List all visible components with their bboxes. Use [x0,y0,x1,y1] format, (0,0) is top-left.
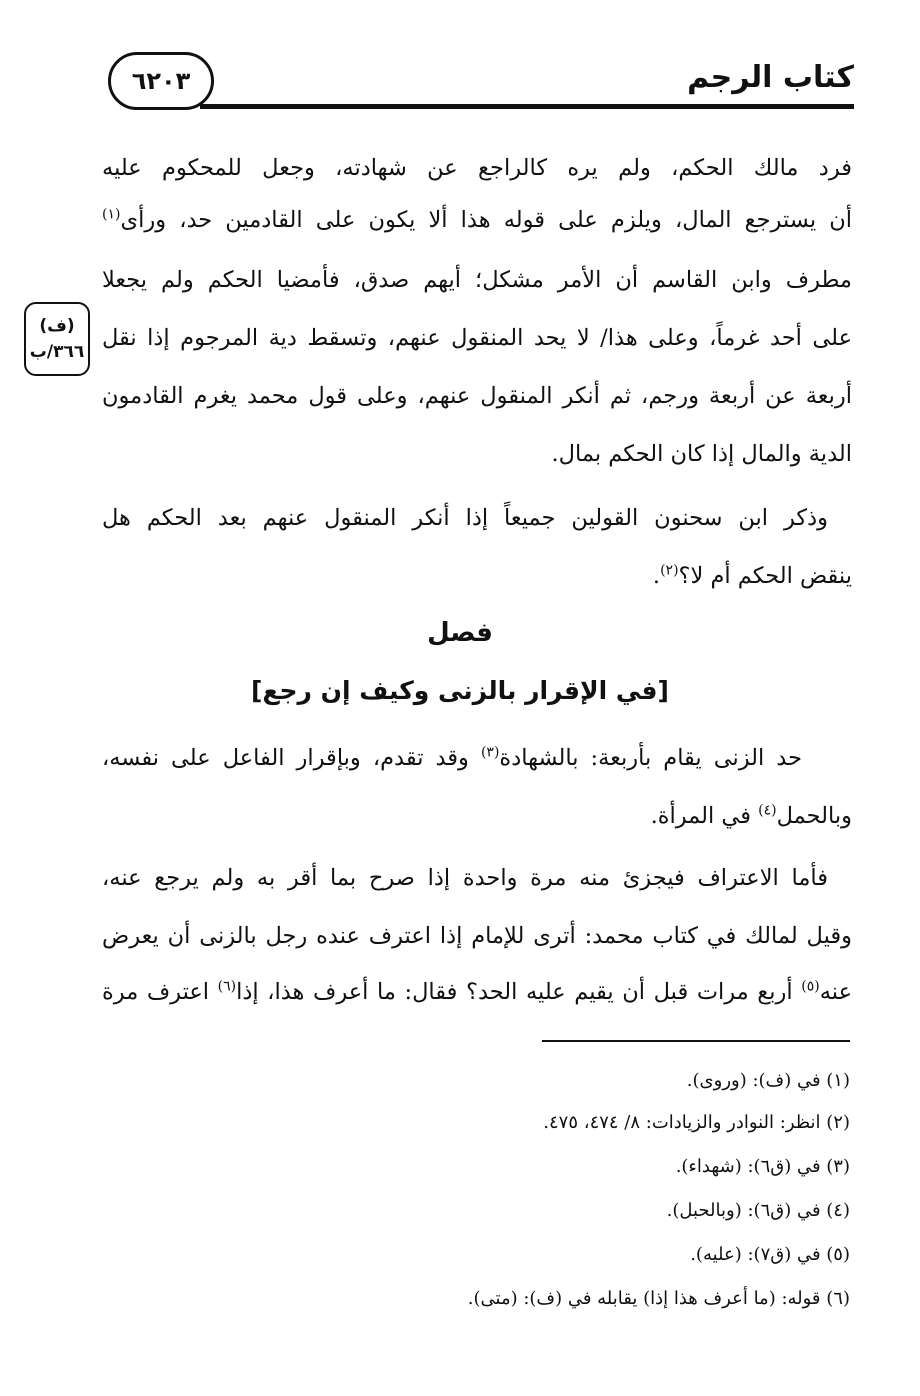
para1-line4: على أحد غرماً، وعلى هذا/ لا يحد المنقول عنهم، وتسقط دية المرجوم إذا نقل [102,325,852,351]
section-subheading: [في الإقرار بالزنى وكيف إن رجع] [251,676,669,705]
header-rule [200,104,854,109]
para1-line3: مطرف وابن القاسم أن الأمر مشكل؛ أيهم صدق، فأمضيا الحكم ولم يجعلا [102,267,852,293]
page-number-badge [108,52,214,110]
footnote-3: (٣) في (ق٦): (شهداء). [675,1156,850,1177]
para1-line6: الدية والمال إذا كان الحكم بمال. [551,441,852,467]
footnote-ref-2: (٢) [660,562,679,579]
para3-line1-rest: وقد تقدم، وبإقرار الفاعل على نفسه، [102,745,481,771]
section-heading: فصل [427,618,493,648]
footnote-2: (٢) انظر: النوادر والزيادات: ٨/ ٤٧٤، ٤٧٥. [543,1112,850,1133]
para3-line2-rest: في المرأة. [650,803,759,829]
para3-line2 [102,796,852,836]
para2-line2-end: . [652,563,661,589]
page-number: ٦٢٠٣ [131,67,191,95]
para4-line1: فأما الاعتراف فيجزئ منه مرة واحدة إذا صرح بما أقر به ولم يرجع عنه، [102,865,828,891]
margin-ref-folio: ٣٦٦/ب [29,342,85,362]
para1-line2-text: أن يسترجع المال، ويلزم على قوله هذا ألا يكون على القادمين حد، ورأى [120,207,852,233]
footnote-ref-5: (٥) [801,978,820,995]
para2-line1: وذكر ابن سحنون القولين جميعاً إذا أنكر المنقول عنهم بعد الحكم هل [102,505,828,531]
manuscript-margin-reference [24,302,90,376]
para1-line1: فرد مالك الحكم، ولم يره كالراجع عن شهادته، وجعل للمحكوم عليه [102,155,852,181]
para4-line3 [102,972,852,1012]
para3-line1 [102,738,802,778]
para4-line3-end: اعترف مرة [102,979,218,1005]
para4-line3-text: عنه [819,979,852,1005]
para2-line2 [102,556,852,596]
footnote-ref-1: (١) [102,206,121,223]
footnote-ref-3: (٣) [480,744,500,761]
para1-line5: أربعة عن أربعة ورجم، ثم أنكر المنقول عنهم، وعلى قول محمد يغرم القادمون [102,383,852,409]
para1-line2 [102,200,852,240]
para2-line2-text: ينقض الحكم أم لا؟ [678,563,852,589]
para3-line1-text: حد الزنى يقام بأربعة: بالشهادة [499,745,802,771]
footnote-6: (٦) قوله: (ما أعرف هذا إذا) يقابله في (ف): (متى). [467,1288,850,1309]
para4-line2: وقيل لمالك في كتاب محمد: أترى للإمام إذا اعترف عنده رجل بالزنى أن يعرض [102,923,852,949]
footnote-ref-6: (٦) [217,978,237,995]
footnote-ref-4: (٤) [758,802,777,819]
footnote-1: (١) في (ف): (وروى). [686,1070,850,1091]
footnote-5: (٥) في (ق٧): (عليه). [690,1244,850,1265]
book-title: كتاب الرجم [687,60,854,95]
para4-line3-mid: أربع مرات قبل أن يقيم عليه الحد؟ فقال: ما أعرف هذا، إذا [236,979,802,1005]
margin-ref-source: (ف) [39,316,75,336]
footnote-4: (٤) في (ق٦): (وبالحبل). [666,1200,850,1221]
para3-line2-text: وبالحمل [776,803,852,829]
footnote-separator [542,1040,850,1042]
